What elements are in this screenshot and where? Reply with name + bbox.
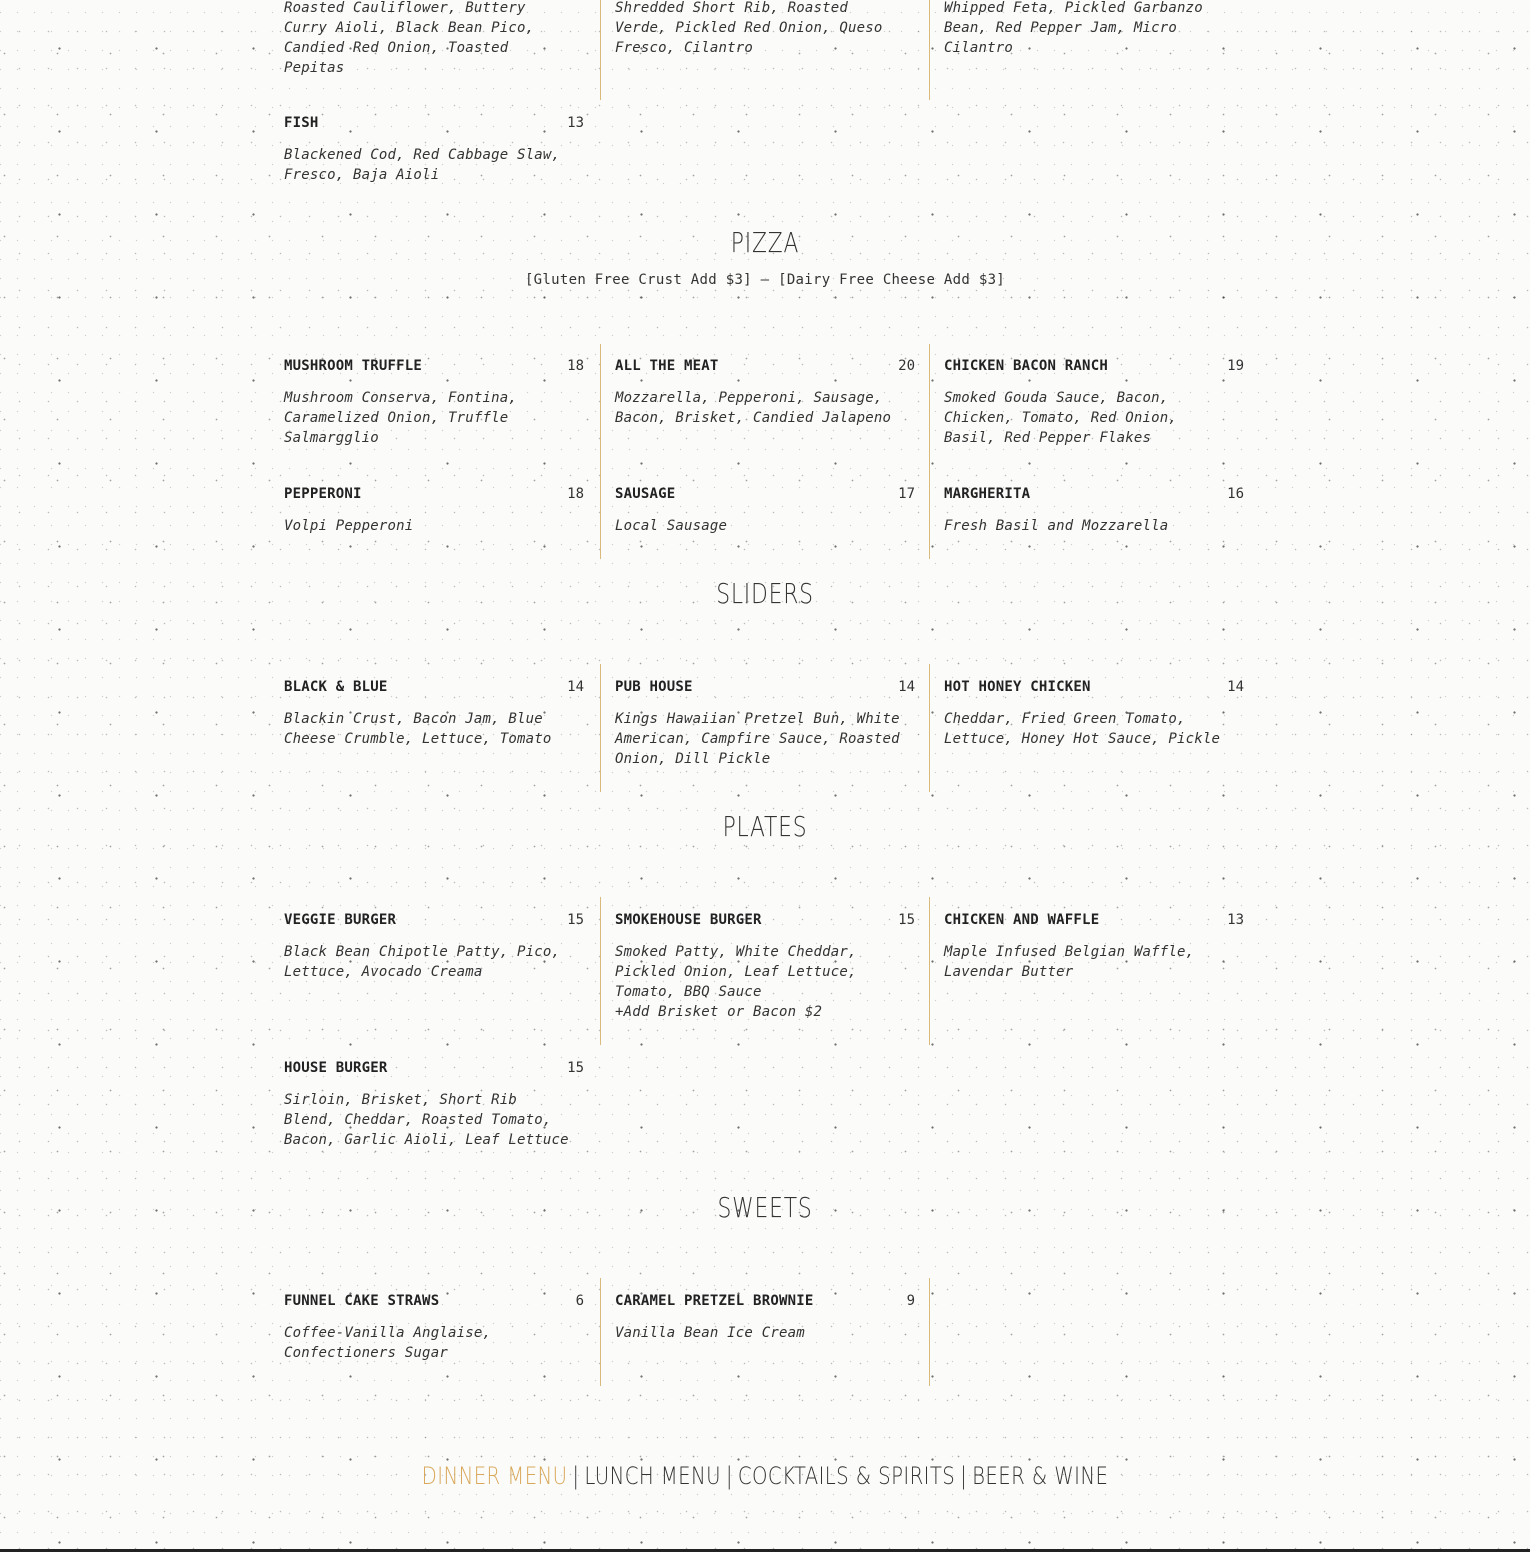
- section-title-plates: PLATES: [722, 810, 808, 843]
- item-price: 20: [898, 358, 915, 374]
- item-description: [615, 709, 915, 769]
- item-description: [284, 709, 584, 749]
- item-price: 9: [906, 1293, 915, 1309]
- desc-line: Pepitas: [284, 60, 345, 76]
- desc-line: Cheddar, Fried Green Tomato,: [944, 711, 1186, 727]
- menu-item-veggie-burger: [284, 912, 584, 982]
- menu-item-chicken-bacon-ranch: [944, 358, 1244, 448]
- item-description: [944, 709, 1244, 749]
- section-title-sweets: SWEETS: [717, 1191, 813, 1224]
- menu-item-smokehouse-burger: [615, 912, 915, 1022]
- menu-item-pepperoni: [284, 486, 584, 536]
- desc-line: Smoked Gouda Sauce, Bacon,: [944, 390, 1169, 406]
- item-description: [615, 942, 915, 1022]
- desc-line: Bacon, Brisket, Candied Jalapeno: [615, 410, 892, 426]
- column-divider: [600, 1278, 601, 1386]
- section-title-pizza: PIZZA: [730, 226, 800, 259]
- desc-line: Fresh Basil and Mozzarella: [944, 518, 1169, 534]
- item-price: 15: [567, 1060, 584, 1076]
- menu-nav: [138, 1462, 1393, 1490]
- nav-separator: |: [572, 1462, 580, 1490]
- column-divider: [929, 0, 930, 100]
- item-name: CHICKEN AND WAFFLE: [944, 912, 1100, 928]
- desc-line: Volpi Pepperoni: [284, 518, 414, 534]
- desc-line: Black Bean Chipotle Patty, Pico,: [284, 944, 561, 960]
- desc-line: Lettuce, Avocado Creama: [284, 964, 483, 980]
- item-name: MUSHROOM TRUFFLE: [284, 358, 423, 374]
- item-description: [284, 516, 584, 536]
- menu-item-black-and-blue: [284, 679, 584, 749]
- menu-item-all-the-meat: [615, 358, 915, 428]
- item-name: CHICKEN BACON RANCH: [944, 358, 1108, 374]
- desc-line: Vanilla Bean Ice Cream: [615, 1325, 805, 1341]
- nav-separator: |: [725, 1462, 733, 1490]
- menu-item-mushroom-truffle: [284, 358, 584, 448]
- menu-item-house-burger: [284, 1060, 584, 1150]
- desc-line: Coffee-Vanilla Anglaise,: [284, 1325, 492, 1341]
- column-divider: [929, 344, 930, 559]
- column-divider: [600, 897, 601, 1045]
- column-divider: [929, 897, 930, 1045]
- item-description: [615, 388, 915, 428]
- desc-line: Mozzarella, Pepperoni, Sausage,: [615, 390, 883, 406]
- desc-line: Chicken, Tomato, Red Onion,: [944, 410, 1177, 426]
- desc-line: Kings Hawaiian Pretzel Bun, White: [615, 711, 900, 727]
- menu-item: [944, 0, 1244, 58]
- item-price: 17: [898, 486, 915, 502]
- desc-line: Confectioners Sugar: [284, 1345, 448, 1361]
- desc-line: Whipped Feta, Pickled Garbanzo: [944, 0, 1203, 16]
- item-price: 14: [1227, 679, 1244, 695]
- item-name: SAUSAGE: [615, 486, 676, 502]
- item-name: SMOKEHOUSE BURGER: [615, 912, 762, 928]
- desc-line: Maple Infused Belgian Waffle,: [944, 944, 1195, 960]
- menu-item-sausage: [615, 486, 915, 536]
- item-description: [284, 942, 584, 982]
- desc-line: Cilantro: [944, 40, 1014, 56]
- desc-line: Bean, Red Pepper Jam, Micro: [944, 20, 1177, 36]
- item-price: 18: [567, 358, 584, 374]
- menu-item-caramel-pretzel-brownie: [615, 1293, 915, 1343]
- desc-line: Basil, Red Pepper Flakes: [944, 430, 1152, 446]
- menu-item-fish: [284, 115, 584, 185]
- menu-item-hot-honey-chicken: [944, 679, 1244, 749]
- item-name: PUB HOUSE: [615, 679, 693, 695]
- desc-line: Caramelized Onion, Truffle: [284, 410, 509, 426]
- desc-line: Candied Red Onion, Toasted: [284, 40, 509, 56]
- section-title-sliders: SLIDERS: [716, 577, 814, 610]
- item-description: [944, 0, 1244, 58]
- column-divider: [929, 664, 930, 792]
- item-price: 15: [567, 912, 584, 928]
- item-name: VEGGIE BURGER: [284, 912, 397, 928]
- item-description: [284, 388, 584, 448]
- desc-line: Shredded Short Rib, Roasted: [615, 0, 848, 16]
- desc-line: Curry Aioli, Black Bean Pico,: [284, 20, 535, 36]
- desc-line: Fresco, Cilantro: [615, 40, 754, 56]
- item-description: [284, 0, 584, 78]
- item-price: 13: [567, 115, 584, 131]
- desc-line: Local Sausage: [615, 518, 728, 534]
- item-name: FUNNEL CAKE STRAWS: [284, 1293, 440, 1309]
- desc-line: Onion, Dill Pickle: [615, 751, 771, 767]
- item-price: 13: [1227, 912, 1244, 928]
- item-price: 14: [898, 679, 915, 695]
- item-name: HOUSE BURGER: [284, 1060, 388, 1076]
- desc-line: Blend, Cheddar, Roasted Tomato,: [284, 1112, 552, 1128]
- desc-line: Salmargglio: [284, 430, 379, 446]
- item-price: 18: [567, 486, 584, 502]
- item-description: [944, 942, 1244, 982]
- desc-line: Lavendar Butter: [944, 964, 1074, 980]
- column-divider: [600, 664, 601, 792]
- nav-link-dinner-menu[interactable]: DINNER MENU: [421, 1462, 568, 1490]
- item-price: 14: [567, 679, 584, 695]
- item-name: FISH: [284, 115, 319, 131]
- desc-line: Verde, Pickled Red Onion, Queso: [615, 20, 883, 36]
- section-note-pizza: [Gluten Free Crust Add $3] – [Dairy Free Cheese Add $3]: [524, 272, 1006, 288]
- desc-line: +Add Brisket or Bacon $2: [615, 1004, 823, 1020]
- column-divider: [600, 0, 601, 100]
- item-name: MARGHERITA: [944, 486, 1031, 502]
- desc-line: Roasted Cauliflower, Buttery: [284, 0, 526, 16]
- item-name: HOT HONEY CHICKEN: [944, 679, 1091, 695]
- desc-line: Bacon, Garlic Aioli, Leaf Lettuce: [284, 1132, 569, 1148]
- desc-line: Blackened Cod, Red Cabbage Slaw,: [284, 147, 561, 163]
- desc-line: Cheese Crumble, Lettuce, Tomato: [284, 731, 552, 747]
- item-price: 6: [575, 1293, 584, 1309]
- item-price: 15: [898, 912, 915, 928]
- item-price: 16: [1227, 486, 1244, 502]
- item-name: ALL THE MEAT: [615, 358, 719, 374]
- item-description: [944, 516, 1244, 536]
- menu-item-margherita: [944, 486, 1244, 536]
- nav-link-cocktails-spirits[interactable]: COCKTAILS & SPIRITS: [737, 1462, 956, 1490]
- item-description: [284, 1323, 584, 1363]
- menu-item-pub-house: [615, 679, 915, 769]
- item-name: PEPPERONI: [284, 486, 362, 502]
- desc-line: Mushroom Conserva, Fontina,: [284, 390, 517, 406]
- menu-item-chicken-and-waffle: [944, 912, 1244, 982]
- nav-separator: |: [960, 1462, 968, 1490]
- desc-line: Sirloin, Brisket, Short Rib: [284, 1092, 517, 1108]
- menu-item: [284, 0, 584, 78]
- desc-line: Lettuce, Honey Hot Sauce, Pickle: [944, 731, 1221, 747]
- menu-item: [615, 0, 915, 58]
- desc-line: Pickled Onion, Leaf Lettuce,: [615, 964, 857, 980]
- item-description: [615, 1323, 915, 1343]
- column-divider: [600, 344, 601, 559]
- menu-item-funnel-cake-straws: [284, 1293, 584, 1363]
- item-price: 19: [1227, 358, 1244, 374]
- item-description: [944, 388, 1244, 448]
- nav-link-lunch-menu[interactable]: LUNCH MENU: [584, 1462, 721, 1490]
- item-description: [615, 516, 915, 536]
- desc-line: Smoked Patty, White Cheddar,: [615, 944, 857, 960]
- item-description: [284, 1090, 584, 1150]
- nav-link-beer-wine[interactable]: BEER & WINE: [972, 1462, 1109, 1490]
- column-divider: [929, 1278, 930, 1386]
- item-description: [284, 145, 584, 185]
- desc-line: Blackin Crust, Bacon Jam, Blue: [284, 711, 543, 727]
- item-name: BLACK & BLUE: [284, 679, 388, 695]
- item-description: [615, 0, 915, 58]
- desc-line: Fresco, Baja Aioli: [284, 167, 440, 183]
- desc-line: American, Campfire Sauce, Roasted: [615, 731, 900, 747]
- desc-line: Tomato, BBQ Sauce: [615, 984, 762, 1000]
- item-name: CARAMEL PRETZEL BROWNIE: [615, 1293, 814, 1309]
